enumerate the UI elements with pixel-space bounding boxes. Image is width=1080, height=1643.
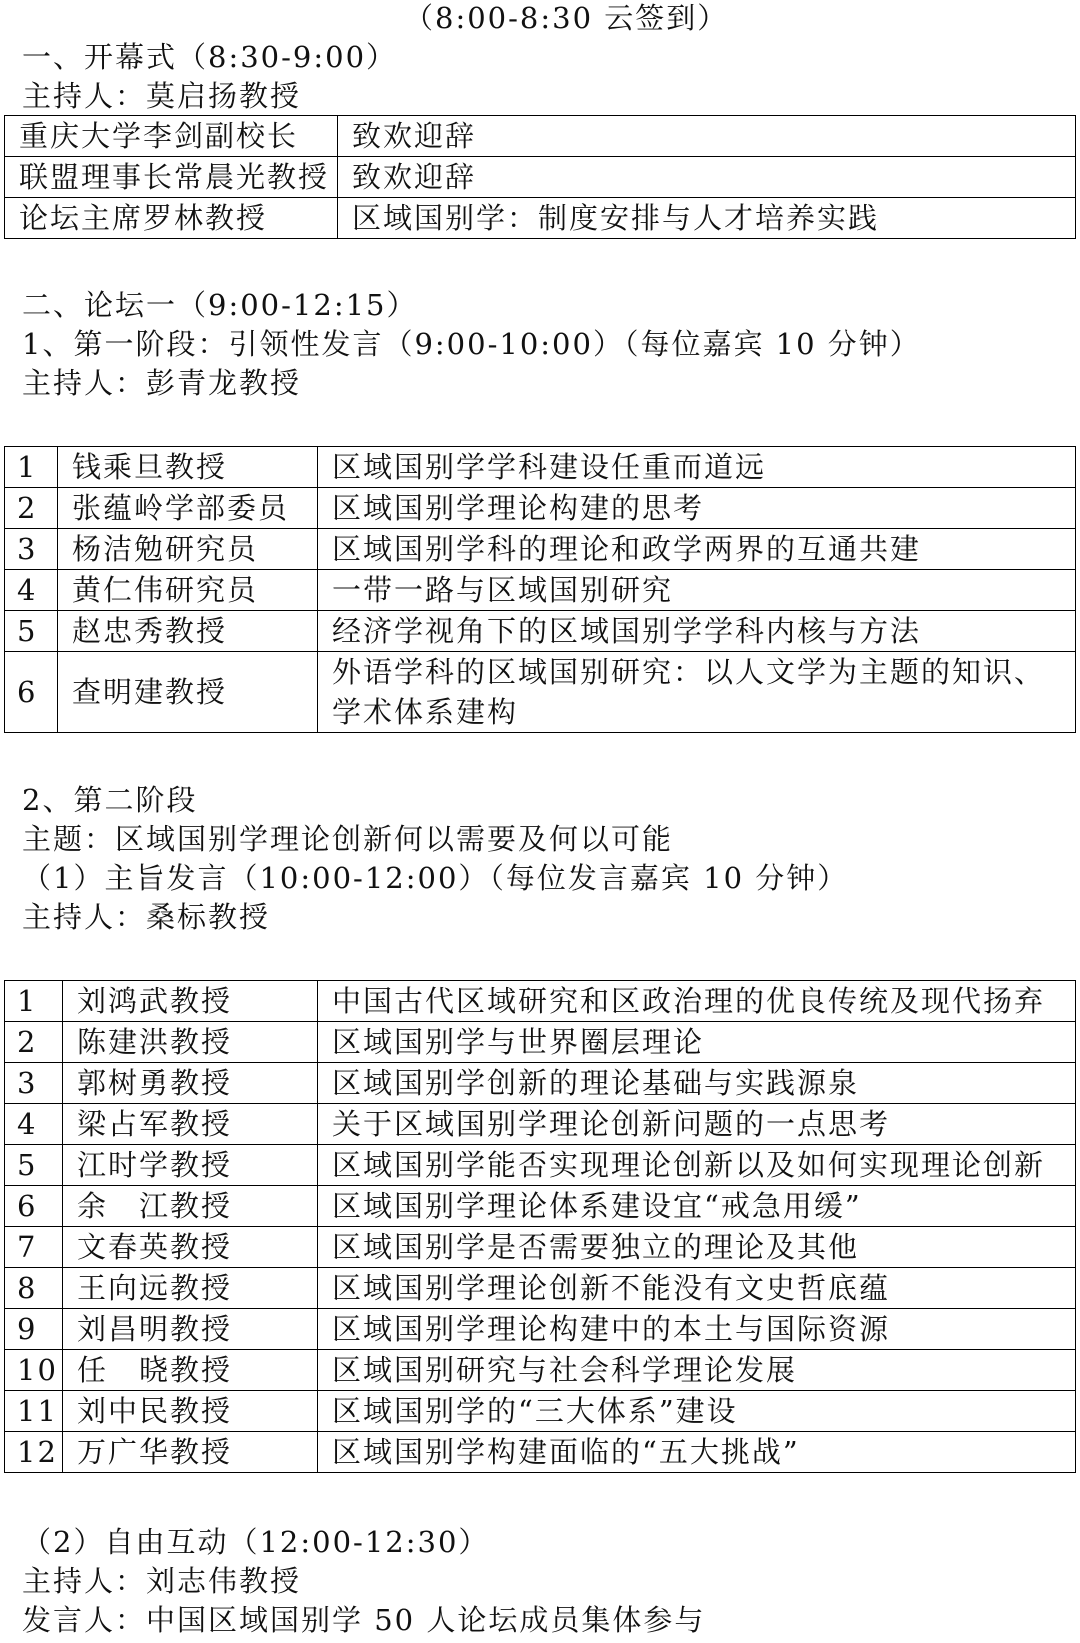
speaker-name: 王向远教授 [63,1268,318,1309]
talk-title: 区域国别学是否需要独立的理论及其他 [318,1227,1076,1268]
speaker-name: 万广华教授 [63,1432,318,1473]
speaker-name: 杨洁勉研究员 [58,529,318,570]
talk-title: 一带一路与区域国别研究 [318,570,1076,611]
row-number: 10 [5,1350,63,1391]
row-number: 1 [5,447,58,488]
opening-topic: 区域国别学：制度安排与人才培养实践 [338,198,1076,239]
table-row [5,447,1076,488]
talk-title: 经济学视角下的区域国别学学科内核与方法 [318,611,1076,652]
table-row [5,116,1076,157]
stage2-host: 主持人：桑标教授 [22,900,271,934]
stage1-table [4,446,1076,733]
table-row [5,1145,1076,1186]
talk-title: 关于区域国别学理论创新问题的一点思考 [318,1104,1076,1145]
opening-heading: 一、开幕式（8:30-9:00） [22,40,398,74]
speaker-name: 余 江教授 [63,1186,318,1227]
talk-title: 区域国别学学科建设任重而道远 [318,447,1076,488]
talk-title: 中国古代区域研究和区政治理的优良传统及现代扬弃 [318,981,1076,1022]
stage2-part1: （1）主旨发言（10:00-12:00）（每位发言嘉宾 10 分钟） [22,861,849,895]
talk-title: 区域国别学能否实现理论创新以及如何实现理论创新 [318,1145,1076,1186]
talk-title: 区域国别学创新的理论基础与实践源泉 [318,1063,1076,1104]
stage1-host: 主持人：彭青龙教授 [22,366,302,400]
row-number: 9 [5,1309,63,1350]
table-row [5,611,1076,652]
table-row [5,1391,1076,1432]
opening-speaker: 重庆大学李剑副校长 [5,116,338,157]
table-row [5,1268,1076,1309]
row-number: 3 [5,1063,63,1104]
row-number: 4 [5,1104,63,1145]
speaker-name: 赵忠秀教授 [58,611,318,652]
speaker-name: 张蕴岭学部委员 [58,488,318,529]
table-row [5,1186,1076,1227]
row-number: 8 [5,1268,63,1309]
row-number: 6 [5,652,58,733]
stage2-table [4,980,1076,1473]
speaker-name: 刘昌明教授 [63,1309,318,1350]
talk-title: 区域国别学构建面临的“五大挑战” [318,1432,1076,1473]
speaker-name: 梁占军教授 [63,1104,318,1145]
speaker-name: 文春英教授 [63,1227,318,1268]
table-row [5,1022,1076,1063]
talk-title: 区域国别学理论构建中的本土与国际资源 [318,1309,1076,1350]
row-number: 3 [5,529,58,570]
speaker-name: 刘鸿武教授 [63,981,318,1022]
table-row [5,198,1076,239]
opening-topic: 致欢迎辞 [338,116,1076,157]
talk-title: 区域国别学理论创新不能没有文史哲底蕴 [318,1268,1076,1309]
table-row [5,157,1076,198]
row-number: 2 [5,488,58,529]
talk-title: 区域国别学理论体系建设宜“戒急用缓” [318,1186,1076,1227]
talk-title: 区域国别学的“三大体系”建设 [318,1391,1076,1432]
table-row [5,529,1076,570]
stage2-speakers: 发言人：中国区域国别学 50 人论坛成员集体参与 [22,1603,706,1637]
forum1-heading: 二、论坛一（9:00-12:15） [22,288,418,322]
opening-speaker: 论坛主席罗林教授 [5,198,338,239]
table-row [5,488,1076,529]
talk-title: 外语学科的区域国别研究：以人文学为主题的知识、学术体系建构 [318,652,1076,733]
table-row [5,1063,1076,1104]
opening-host: 主持人：莫启扬教授 [22,79,302,113]
speaker-name: 陈建洪教授 [63,1022,318,1063]
table-row [5,1227,1076,1268]
table-row [5,1104,1076,1145]
stage2-theme: 主题：区域国别学理论创新何以需要及何以可能 [22,822,674,856]
talk-title: 区域国别研究与社会科学理论发展 [318,1350,1076,1391]
speaker-name: 黄仁伟研究员 [58,570,318,611]
row-number: 1 [5,981,63,1022]
row-number: 12 [5,1432,63,1473]
table-row [5,652,1076,733]
speaker-name: 刘中民教授 [63,1391,318,1432]
signin-line: （8:00-8:30 云签到） [404,1,729,35]
table-row [5,981,1076,1022]
table-row [5,1309,1076,1350]
talk-title: 区域国别学理论构建的思考 [318,488,1076,529]
stage1-heading: 1、第一阶段：引领性发言（9:00-10:00）（每位嘉宾 10 分钟） [22,327,921,361]
table-row [5,1432,1076,1473]
row-number: 2 [5,1022,63,1063]
table-row [5,1350,1076,1391]
opening-table [4,115,1076,239]
opening-speaker: 联盟理事长常晨光教授 [5,157,338,198]
stage2-heading: 2、第二阶段 [22,783,198,817]
talk-title: 区域国别学科的理论和政学两界的互通共建 [318,529,1076,570]
row-number: 5 [5,1145,63,1186]
stage2-host2: 主持人：刘志伟教授 [22,1564,302,1598]
speaker-name: 江时学教授 [63,1145,318,1186]
opening-topic: 致欢迎辞 [338,157,1076,198]
speaker-name: 郭树勇教授 [63,1063,318,1104]
speaker-name: 钱乘旦教授 [58,447,318,488]
row-number: 4 [5,570,58,611]
row-number: 7 [5,1227,63,1268]
talk-title: 区域国别学与世界圈层理论 [318,1022,1076,1063]
row-number: 5 [5,611,58,652]
speaker-name: 查明建教授 [58,652,318,733]
speaker-name: 任 晓教授 [63,1350,318,1391]
stage2-part2: （2）自由互动（12:00-12:30） [22,1525,490,1559]
table-row [5,570,1076,611]
row-number: 11 [5,1391,63,1432]
row-number: 6 [5,1186,63,1227]
